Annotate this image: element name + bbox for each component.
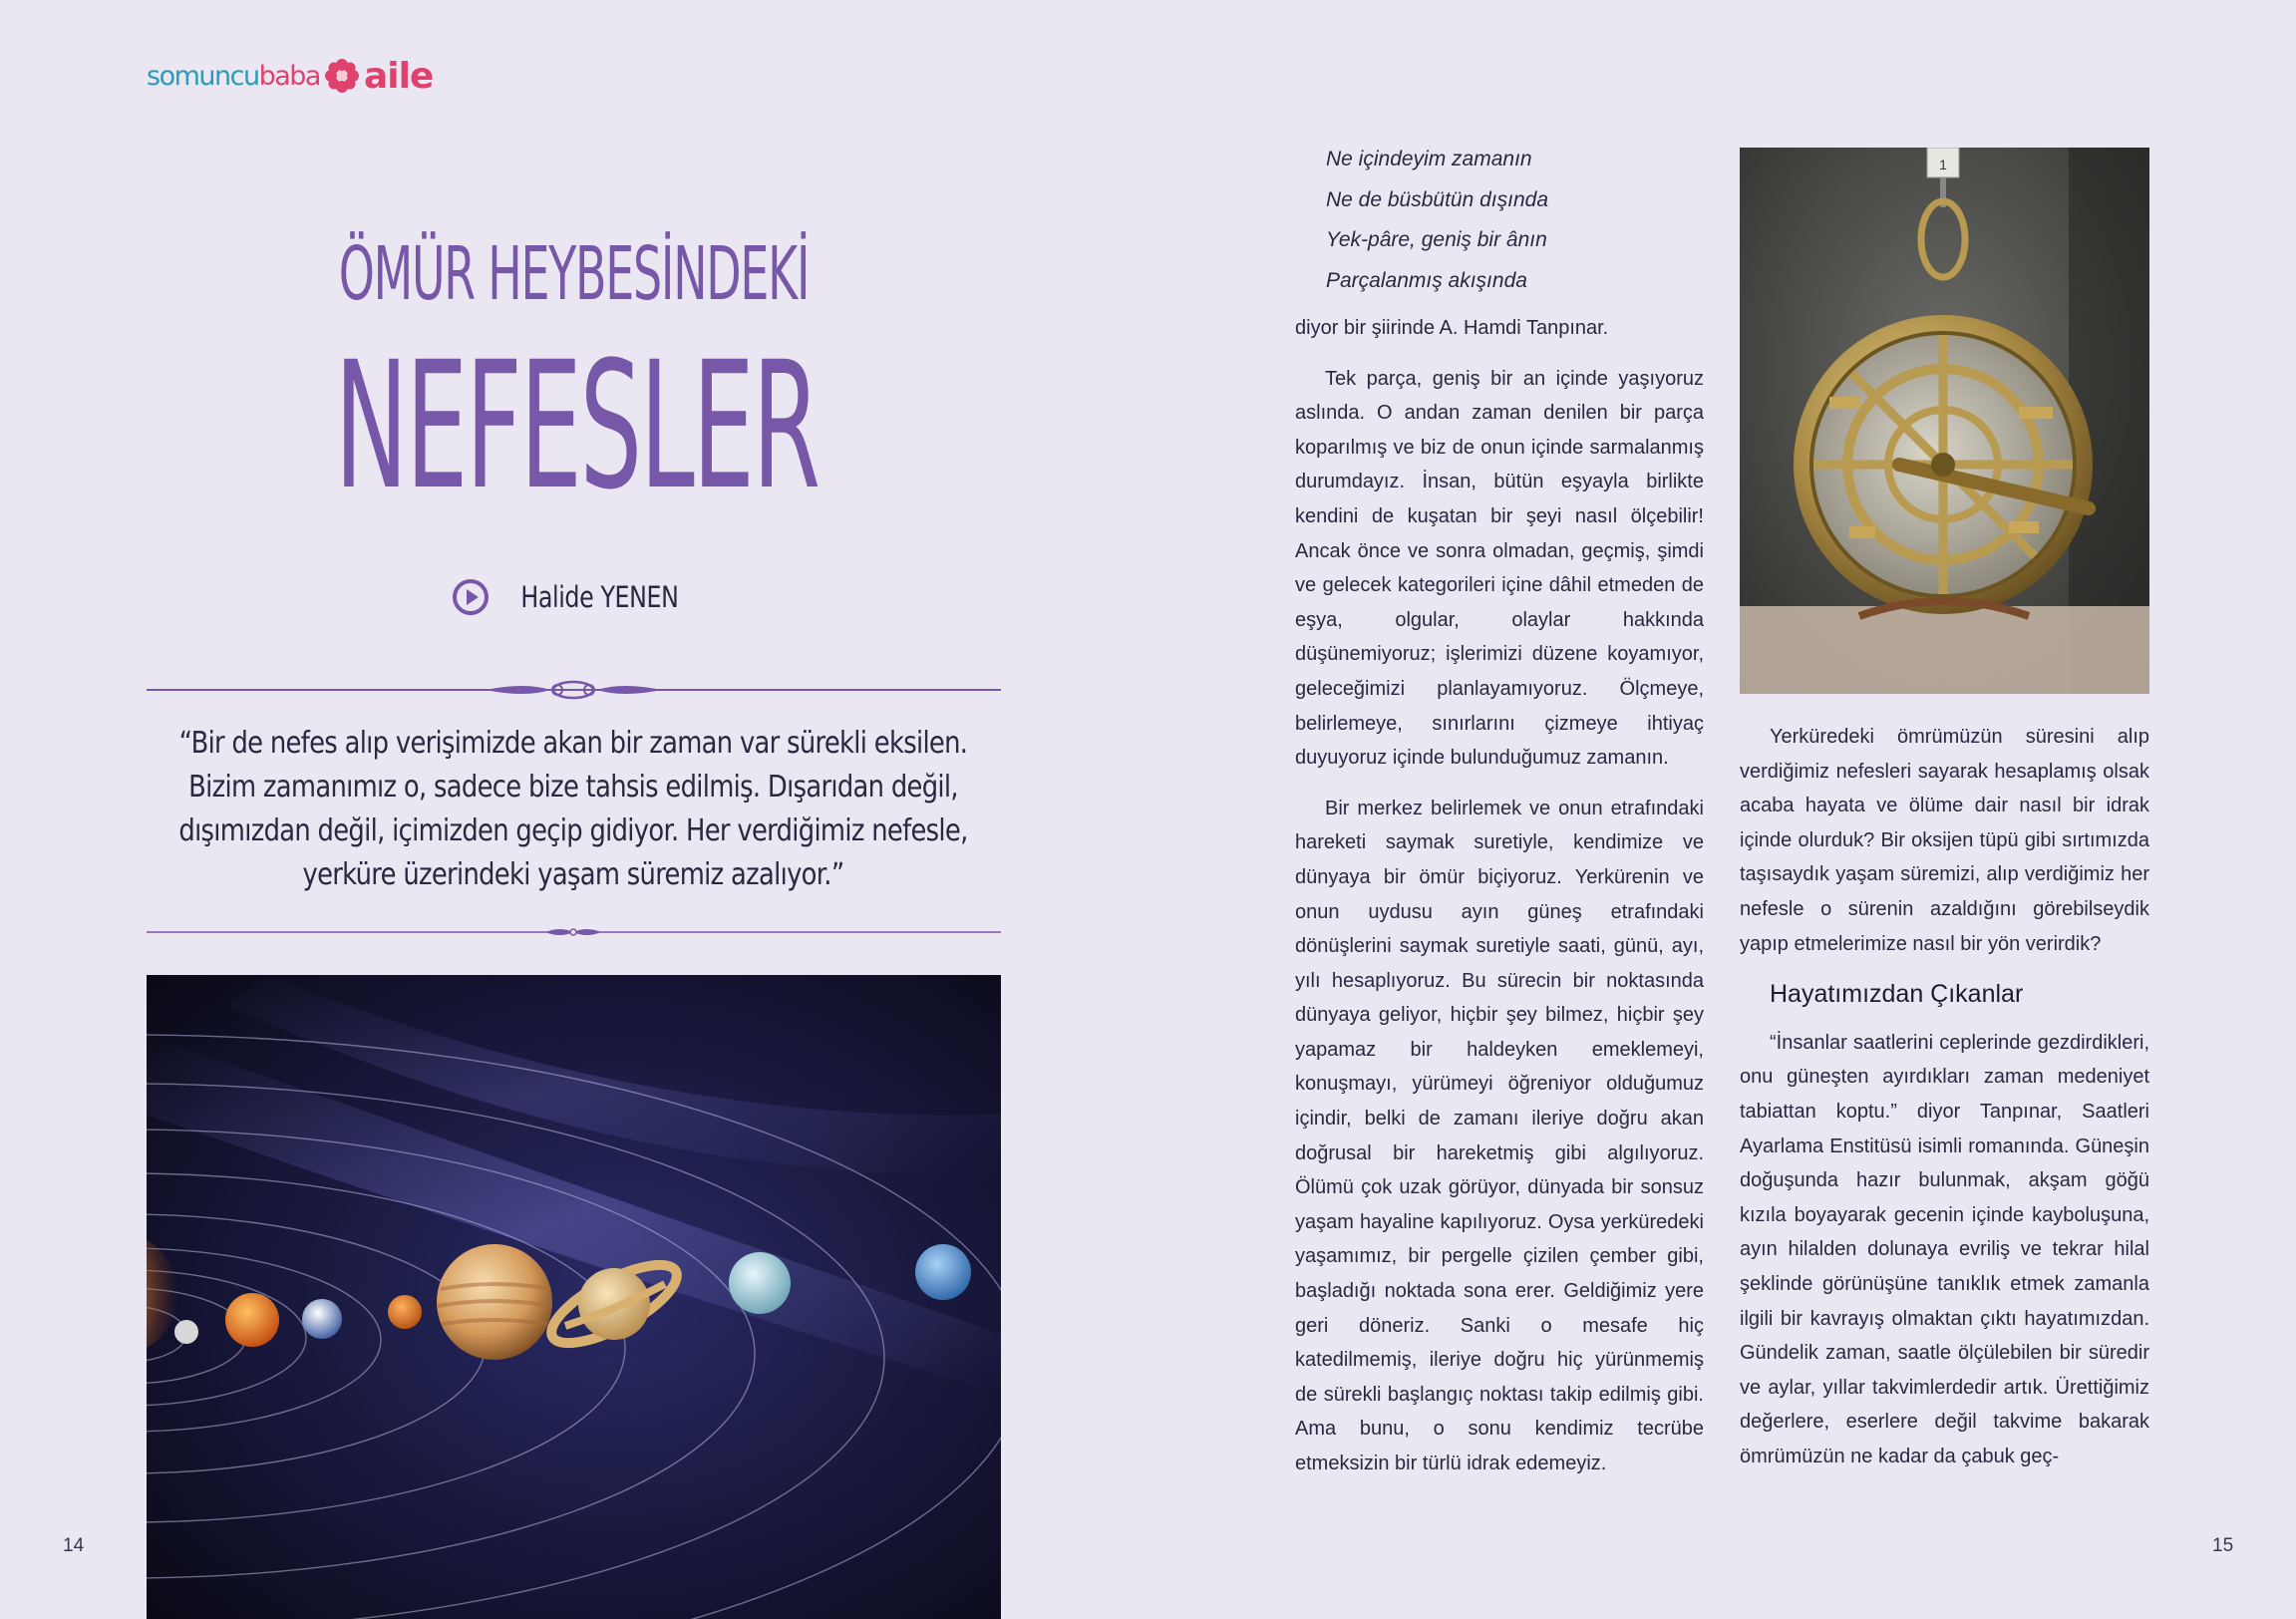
page-number-left: 14 xyxy=(63,1535,85,1556)
page-number-right: 15 xyxy=(2212,1535,2234,1556)
ornamental-divider xyxy=(147,678,1001,702)
astrolabe-image xyxy=(1740,148,2149,694)
flower-logo-icon xyxy=(324,58,360,94)
solar-system-image xyxy=(147,975,1001,1619)
pull-quote-text: “Bir de nefes alıp verişimizde akan bir zaman var sürekli eksilen. Bizim zamanımız o, sadece bize tahsis edilmiş. Dışarıdan değil, dışımızdan değil, içimizden geçip gidiyor. Her verdiğimiz nefesle, yerküre üzerindeki yaşam süremiz azalıyor.” xyxy=(178,726,968,892)
body-column-middle xyxy=(1295,311,1704,1497)
poem-line: Ne de büsbütün dışında xyxy=(1326,187,1549,211)
article-title-line-1: ÖMÜR HEYBESİNDEKİ xyxy=(338,231,810,317)
magazine-logo xyxy=(147,52,433,100)
body-paragraph: “İnsanlar saatlerini ceplerinde gezdirdikleri, onu güneşten ayırdıkları zaman medeniyet tabiattan koptu.” diyor Tanpınar, Saatleri Ayarlama Enstitüsü isimli romanında. Güneşin doğuşunda hazır bulunmak, akşam göğü kızıla boyayarak gecenin içinde kayboluşuna, ayın hilalden dolunaya evriliş ve tekrar hilal şeklinde görünüşüne tanıklık etmek zamanla ilgili bir kavrayış olmaktan çıktı hayatımızdan. Gündelik zaman, saatle ölçülebilen bir süredir ve aylar, yıllar takvimlerdedir artık. Ürettiğimiz değerlere, eserlere değil takvime bakarak ömrümüzün ne kadar da çabuk geç- xyxy=(1740,1031,2149,1467)
logo-text-somuncu: somuncu xyxy=(147,60,259,92)
body-paragraph: Bir merkez belirlemek ve onun etrafındaki hareketi saymak suretiyle, kendimize ve dünyaya bir ömür biçiyoruz. Yerkürenin ve onun uydusu ayın güneş etrafındaki dönüşlerini saymak suretiyle saati, günü, ayı, yılı hesaplıyoruz. Bu sürecin bir noktasında dünyaya geliyor, hiçbir şey bilmez, hiçbir şey yapamaz bir haldeyken emeklemeyi, konuşmayı, yürümeyi öğreniyor olduğumuz içindir, belki de zamanı ileriye doğru akan doğrusal bir hareketmiş gibi algılıyoruz. Ölümü çok uzak görüyor, dünyada bir sonsuz yaşam hayaline kapılıyoruz. Oysa yerküredeki yaşamımız, bir pergelle çizilen çember gibi, başladığı noktada sona erer. Geldiğimiz yere geri döneriz. Sanki o mesafe hiç katedilmemiş, ileriye doğru hiç yürünmemiş de sürekli başlangıç noktası takip edilmiş gibi. Ama bunu, o sonu kendimiz tecrübe etmeksizin bir türlü idrak edemeyiz. xyxy=(1295,797,1704,1474)
poem-line: Ne içindeyim zamanın xyxy=(1326,148,1532,170)
poem-excerpt xyxy=(1326,140,1548,301)
poem-line: Yek-pâre, geniş bir ânın xyxy=(1326,228,1547,251)
pull-quote xyxy=(147,722,1001,897)
logo-text-baba: baba xyxy=(258,60,320,92)
logo-text-aile: aile xyxy=(363,55,434,97)
poem-line: Parçalanmış akışında xyxy=(1326,268,1527,292)
section-subheading: Hayatımızdan Çıkanlar xyxy=(1770,980,2024,1009)
body-paragraph: Tek parça, geniş bir an içinde yaşıyoruz aslında. O andan zaman denilen bir parça koparılmış ve biz de onun içinde sarmalanmış durumdayız. İnsan, bütün eşyayla birlikte kendini de kuşatan bir şeyi nasıl ölçebilir! Ancak önce ve sonra olmadan, geçmiş, şimdi ve gelecek kategorileri içine dâhil etmeden de eşya, olgular, olaylar hakkında düşünemiyoruz; işlerimizi düzene koyamıyor, geleceğimizi planlayamıyoruz. Ölçmeye, belirlemeye, sınırlarını çizmeye ihtiyaç duyuyoruz içinde bulunduğumuz zamanın. xyxy=(1295,367,1704,770)
play-circle-icon xyxy=(452,578,490,616)
ornamental-divider-small xyxy=(147,920,1001,944)
body-paragraph: Yerküredeki ömrümüzün süresini alıp verdiğimiz nefesleri sayarak hesaplamış olsak acaba hayata ve ölüme dair nasıl bir idrak içinde olurduk? Bir oksijen tüpü gibi sırtımızda taşısaydık yaşam süremizi, alıp verdiğimiz her nefesle o sürenin azaldığını görebilseydik yapıp etmelerimize nasıl bir yön verirdik? xyxy=(1740,726,2149,955)
author-name: Halide YENEN xyxy=(520,580,679,614)
article-title-line-2: NEFESLER xyxy=(334,324,819,528)
body-paragraph: diyor bir şiirinde A. Hamdi Tanpınar. xyxy=(1295,317,1609,339)
astrolabe-tag-label: 1 xyxy=(1939,157,1947,172)
body-column-right xyxy=(1740,720,2149,1489)
author-byline xyxy=(147,578,1001,616)
